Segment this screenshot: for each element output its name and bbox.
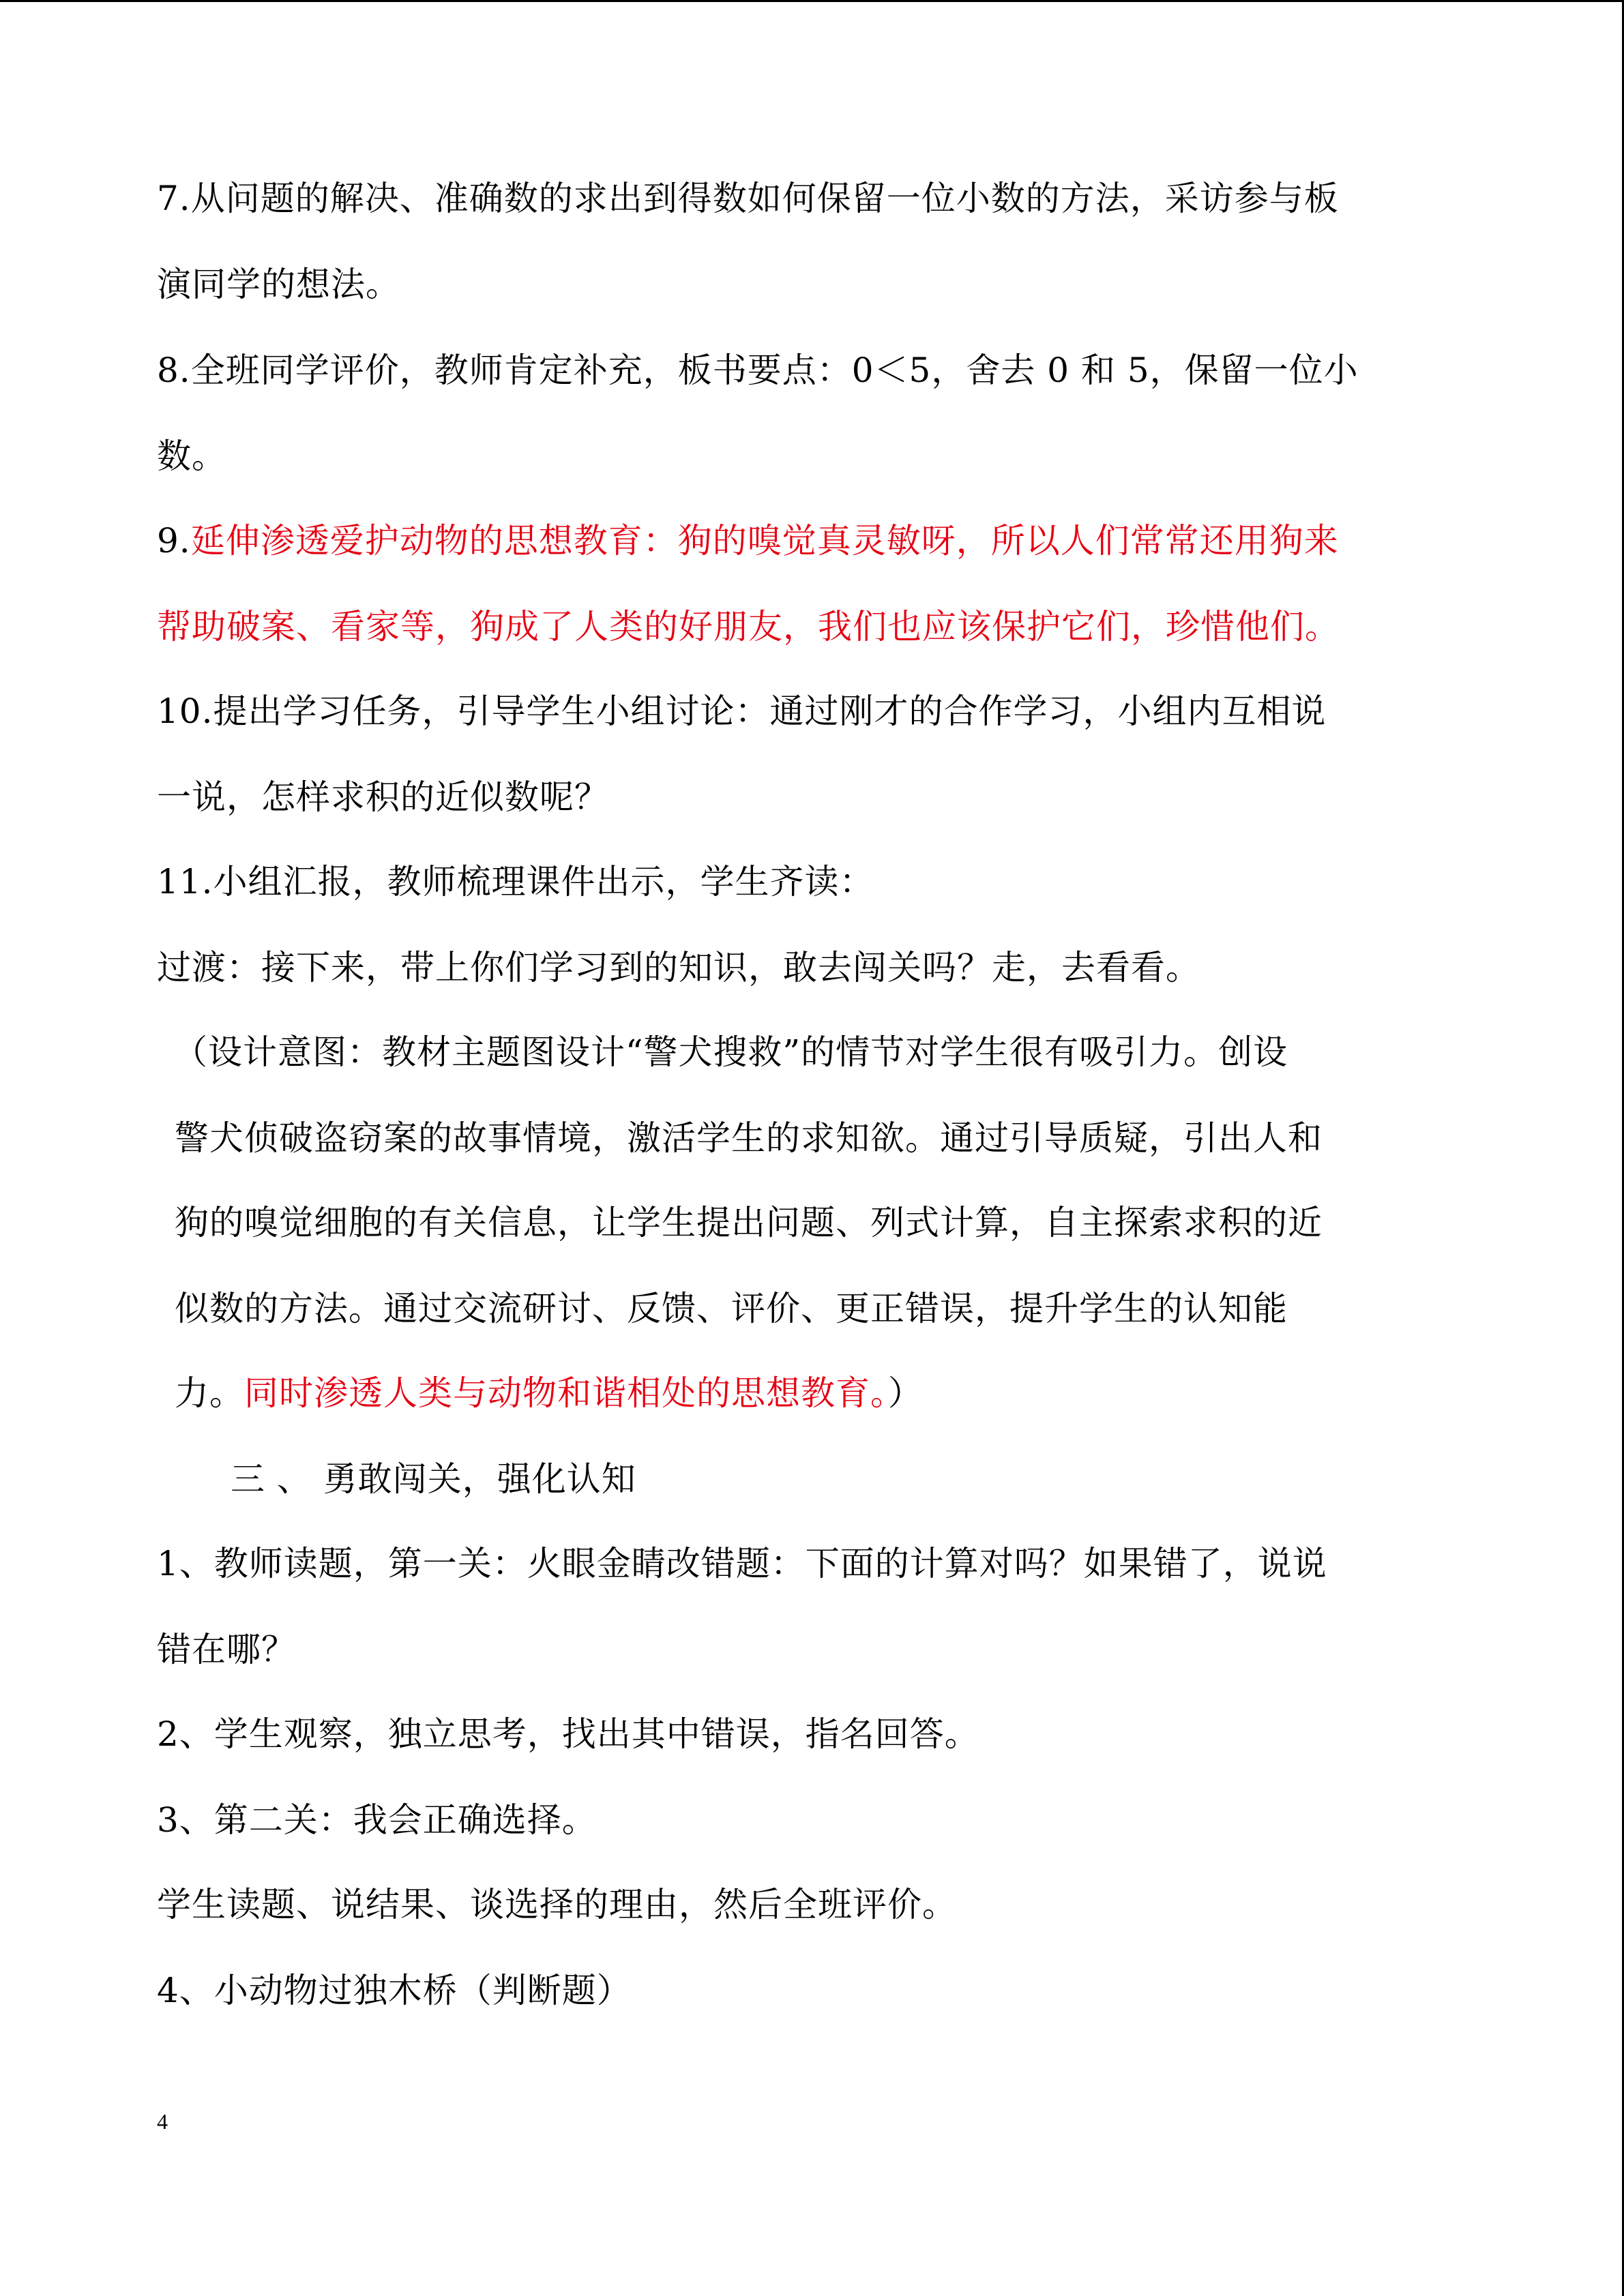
paragraph-line-6: 帮助破案、看家等，狗成了人类的好朋友，我们也应该保护它们，珍惜他们。 (157, 607, 1340, 646)
paragraph-line-19: 2、学生观察，独立思考，找出其中错误，指名回答。 (157, 1714, 979, 1754)
paragraph-line-18: 错在哪？ (157, 1630, 296, 1669)
design-intent-line-4: 似数的方法。通过交流研讨、反馈、评价、更正错误，提升学生的认知能 (175, 1289, 1288, 1328)
design-intent-line-2: 警犬侦破盗窃案的故事情境，激活学生的求知欲。通过引导质疑，引出人和 (175, 1118, 1323, 1158)
paragraph-line-9: 11.小组汇报，教师梳理课件出示，学生齐读： (157, 862, 874, 901)
design-intent-prefix: 力。 (175, 1373, 244, 1413)
highlighted-text: 延伸渗透爱护动物的思想教育：狗的嗅觉真灵敏呀，所以人们常常还用狗来 (190, 521, 1339, 561)
paragraph-line-10: 过渡：接下来，带上你们学习到的知识，敢去闯关吗？走，去看看。 (157, 948, 1200, 987)
paragraph-line-21: 学生读题、说结果、谈选择的理由，然后全班评价。 (157, 1885, 957, 1924)
paragraph-line-2: 演同学的想法。 (157, 265, 400, 304)
section-heading: 三 、 勇敢闯关，强化认知 (231, 1459, 636, 1499)
paragraph-line-8: 一说，怎样求积的近似数呢？ (157, 777, 609, 817)
paragraph-line-1: 7.从问题的解决、准确数的求出到得数如何保留一位小数的方法，采访参与板 (157, 179, 1339, 218)
closing-paren: ） (888, 1373, 923, 1413)
item-number: 9. (157, 521, 191, 561)
paragraph-line-17: 1、教师读题，第一关：火眼金睛改错题：下面的计算对吗？如果错了，说说 (157, 1544, 1327, 1583)
design-intent-line-3: 狗的嗅觉细胞的有关信息，让学生提出问题、列式计算，自主探索求积的近 (175, 1203, 1323, 1242)
paragraph-line-4: 数。 (157, 436, 226, 476)
paragraph-line-20: 3、第二关：我会正确选择。 (157, 1800, 597, 1840)
paragraph-line-3: 8.全班同学评价，教师肯定补充，板书要点：0＜5，舍去 0 和 5，保留一位小 (157, 351, 1359, 390)
page-number: 4 (157, 2109, 168, 2134)
paragraph-line-5 (157, 519, 1339, 563)
paragraph-line-22: 4、小动物过独木桥（判断题） (157, 1971, 632, 2010)
paragraph-line-7: 10.提出学习任务，引导学生小组讨论：通过刚才的合作学习，小组内互相说 (157, 691, 1327, 731)
design-intent-line-1: （设计意图：教材主题图设计“警犬搜救”的情节对学生很有吸引力。创设 (173, 1032, 1288, 1072)
highlighted-text: 同时渗透人类与动物和谐相处的思想教育。 (244, 1373, 888, 1413)
design-intent-line-5 (175, 1371, 923, 1415)
